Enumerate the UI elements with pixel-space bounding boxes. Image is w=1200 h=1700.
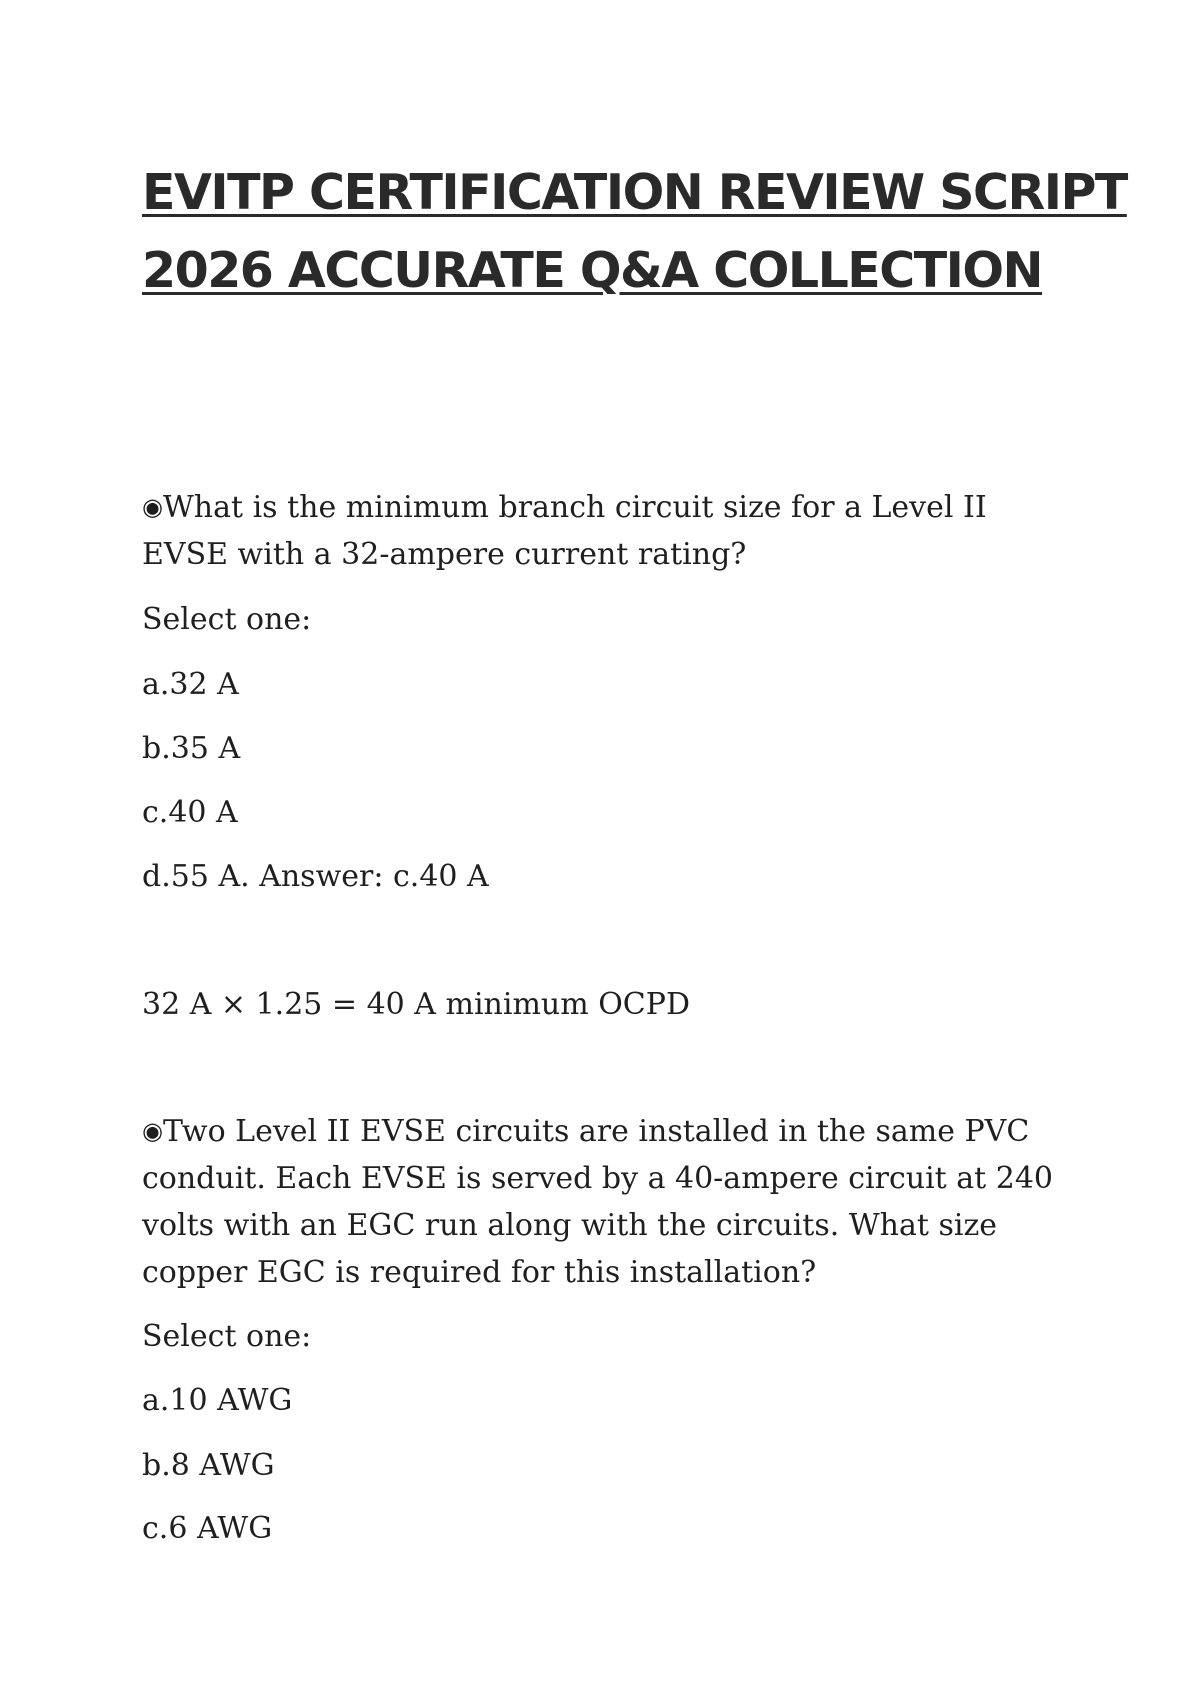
option-c: c.6 AWG [142,1511,273,1546]
radio-bullet-icon: ◉ [142,493,163,521]
title-line-1: EVITP CERTIFICATION REVIEW SCRIPT [142,164,1127,221]
question-text [142,484,1062,578]
explanation: 32 A × 1.25 = 40 A minimum OCPD [142,987,690,1022]
option-1d-wrap [142,853,1062,900]
document-title [142,154,1127,310]
question-block-2 [142,1108,1062,1296]
option-a: a.32 A [142,667,239,702]
select-label: Select one: [142,602,312,637]
option-1c-wrap [142,789,1062,836]
option-1a-wrap [142,661,1062,708]
option-1b-wrap [142,725,1062,772]
option-2a-wrap [142,1377,1062,1424]
radio-bullet-icon: ◉ [142,1117,163,1145]
option-2c-wrap [142,1505,1062,1552]
option-b: b.8 AWG [142,1448,275,1483]
select-label-1-wrap [142,596,1062,643]
select-label-2-wrap [142,1313,1062,1360]
question-2-text: Two Level II EVSE circuits are installed in the same PVC conduit. Each EVSE is served by a 40-ampere circuit at 240 volts with an EGC run along with the circuits. What size copper EGC is required for this installation? [142,1114,1054,1290]
title-line-2: 2026 ACCURATE Q&A COLLECTION [142,242,1043,299]
question-text [142,1108,1062,1296]
question-block-1 [142,484,1062,578]
question-1-text: What is the minimum branch circuit size for a Level II EVSE with a 32-ampere current rating? [142,490,987,572]
option-d-answer: d.55 A. Answer: c.40 A [142,859,489,894]
option-a: a.10 AWG [142,1383,293,1418]
explanation-1-wrap [142,981,1062,1028]
select-label: Select one: [142,1319,312,1354]
option-2b-wrap [142,1442,1062,1489]
option-c: c.40 A [142,795,238,830]
option-b: b.35 A [142,731,241,766]
